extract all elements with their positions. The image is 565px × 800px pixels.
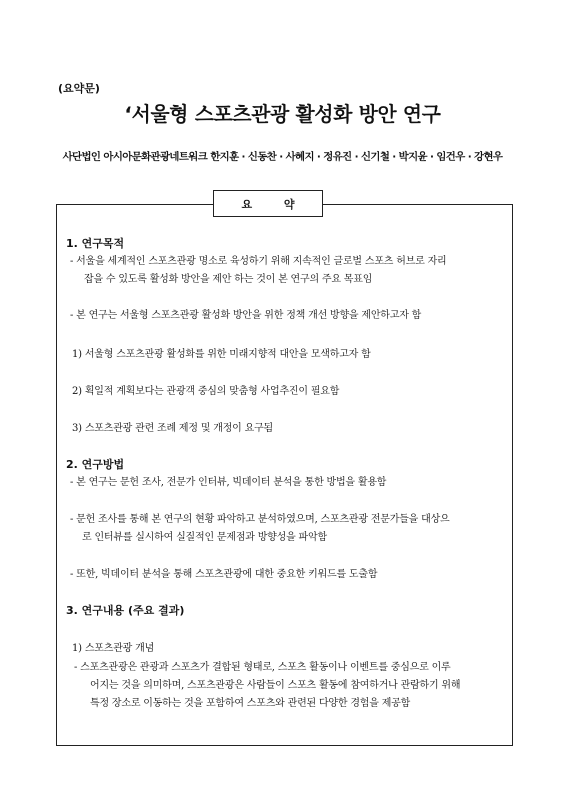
section-1-line: 잡을 수 있도록 활성화 방안을 제안 하는 것이 본 연구의 주요 목표임 [84,274,373,285]
section-3-line: 특정 장소로 이동하는 것을 포함하여 스포츠와 관련된 다양한 경험을 제공함 [90,698,411,709]
section-2-line: - 본 연구는 문헌 조사, 전문가 인터뷰, 빅데이터 분석을 통한 방법을 활용함 [70,477,387,488]
section-3-heading: 3. 연구내용 (주요 결과) [66,604,185,617]
section-1-item: 3) 스포츠관광 관련 조례 제정 및 개정이 요구됨 [72,423,273,434]
section-1-heading: 1. 연구목적 [66,237,125,250]
document-title: ‘서울형 스포츠관광 활성화 방안 연구 [124,103,441,126]
section-3-subheading: 1) 스포츠관광 개념 [72,643,155,654]
section-1-item: 2) 획일적 계획보다는 관광객 중심의 맞춤형 사업추진이 필요함 [72,386,340,397]
author-list: 사단법인 아시아문화관광네트워크 한지훈 · 신동찬 · 사혜지 · 정유진 · 신기철 · 박지윤 · 임건우 · 강현우 [62,151,503,163]
section-1-item: 1) 서울형 스포츠관광 활성화를 위한 미래지향적 대안을 모색하고자 함 [72,349,371,360]
section-3-line: - 스포츠관광은 관광과 스포츠가 결합된 형태로, 스포츠 활동이나 이벤트를 중심으로 이루 [74,662,451,673]
document-type-tag: (요약문) [58,82,100,95]
section-2-line: 로 인터뷰를 실시하여 실질적인 문제점과 방향성을 파악함 [82,532,327,543]
section-3-line: 어지는 것을 의미하며, 스포츠관광은 사람들이 스포츠 활동에 참여하거나 관람하기 위해 [90,680,461,691]
section-1-line: - 서울을 세계적인 스포츠관광 명소로 육성하기 위해 지속적인 글로벌 스포츠 허브로 자리 [70,256,447,267]
section-2-heading: 2. 연구방법 [66,458,125,471]
section-1-line: - 본 연구는 서울형 스포츠관광 활성화 방안을 위한 정책 개선 방향을 제안하고자 함 [70,310,422,321]
summary-box-label: 요 약 [213,190,323,217]
section-2-line: - 또한, 빅데이터 분석을 통해 스포츠관광에 대한 중요한 키워드를 도출함 [70,569,378,580]
section-2-line: - 문헌 조사를 통해 본 연구의 현황 파악하고 분석하였으며, 스포츠관광 전문가들을 대상으 [70,514,450,525]
